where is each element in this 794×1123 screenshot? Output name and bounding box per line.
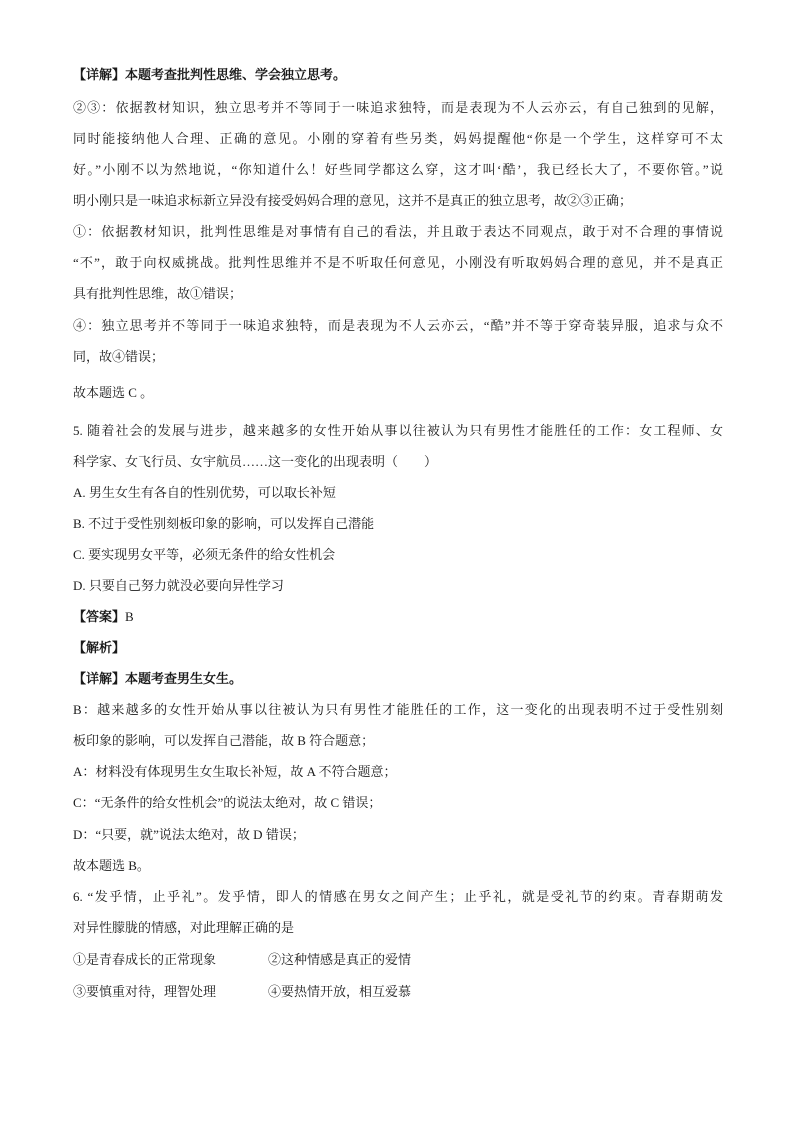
q4-detail-heading: 【详解】本题考查批判性思维、学会独立思考。 (73, 67, 347, 82)
q6-stem-line: 6. “发乎情，止乎礼”。发乎情，即人的情感在男女之间产生；止乎礼，就是受礼节的约束。青春期萌发 (73, 889, 723, 904)
q6-choice-2: ②这种情感是真正的爱情 (268, 952, 412, 967)
q5-explanation-line: 板印象的影响，可以发挥自己潜能，故 B 符合题意； (73, 733, 375, 748)
q5-answer (73, 607, 134, 627)
q5-explanation-line: C：“无条件的给女性机会”的说法太绝对，故 C 错误； (73, 795, 382, 810)
q6-choice-4: ④要热情开放，相互爱慕 (268, 984, 412, 999)
q4-conclusion: 故本题选 C 。 (73, 385, 154, 400)
q6-stem-line: 对异性朦胧的情感，对此理解正确的是 (73, 920, 295, 935)
q4-explanation-line: 同，故④错误； (73, 349, 165, 364)
q5-detail-heading: 【详解】本题考查男生女生。 (73, 671, 243, 686)
q5-conclusion: 故本题选 B。 (73, 858, 150, 873)
q5-option-c: C. 要实现男女平等，必须无条件的给女性机会 (73, 547, 336, 562)
q6-choice-3: ③要慎重对待，理智处理 (73, 984, 217, 999)
q5-answer-label: 【答案】 (73, 609, 126, 624)
q5-analysis-label: 【解析】 (73, 640, 126, 655)
q5-option-b: B. 不过于受性别刻板印象的影响，可以发挥自己潜能 (73, 516, 375, 531)
q5-explanation-line: B：越来越多的女性开始从事以往被认为只有男性才能胜任的工作，这一变化的出现表明不过于受性别刻 (73, 702, 723, 717)
q5-answer-value: B (125, 609, 134, 624)
q4-explanation-line: 同时能接纳他人合理、正确的意见。小刚的穿着有些另类，妈妈提醒他“你是一个学生，这样穿可不太 (73, 131, 723, 146)
q4-explanation-line: ④：独立思考并不等同于一味追求独特，而是表现为不人云亦云，“酷”并不等于穿奇装异服，追求与众不 (73, 318, 723, 333)
q4-explanation-line: ①：依据教材知识，批判性思维是对事情有自己的看法，并且敢于表达不同观点，敢于对不合理的事情说 (73, 224, 723, 239)
q5-explanation-line: D：“只要，就”说法太绝对，故 D 错误； (73, 827, 305, 842)
q5-stem-line: 科学家、女飞行员、女宇航员……这一变化的出现表明（ ） (73, 454, 438, 469)
q5-option-a: A. 男生女生有各自的性别优势，可以取长补短 (73, 485, 336, 500)
q4-explanation-line: 具有批判性思维，故①错误； (73, 286, 243, 301)
q4-explanation-line: 明小刚只是一味追求标新立异没有接受妈妈合理的意见，这并不是真正的独立思考，故②③正确； (73, 193, 633, 208)
q4-explanation-line: ②③：依据教材知识，独立思考并不等同于一味追求独特，而是表现为不人云亦云，有自己独到的见解， (73, 100, 723, 115)
q5-option-d: D. 只要自己努力就没必要向异性学习 (73, 578, 284, 593)
q4-explanation-line: “不”，敢于向权威挑战。批判性思维并不是不听取任何意见，小刚没有听取妈妈合理的意见，并不是真正 (73, 255, 723, 270)
q5-stem-line: 5. 随着社会的发展与进步，越来越多的女性开始从事以往被认为只有男性才能胜任的工作：女工程师、女 (73, 423, 723, 438)
q6-choice-1: ①是青春成长的正常现象 (73, 952, 217, 967)
q5-explanation-line: A：材料没有体现男生女生取长补短，故 A 不符合题意； (73, 764, 397, 779)
q4-explanation-line: 好。”小刚不以为然地说，“你知道什么！好些同学都这么穿，这才叫‘酷’，我已经长大了，不要你管。”说 (73, 162, 723, 177)
